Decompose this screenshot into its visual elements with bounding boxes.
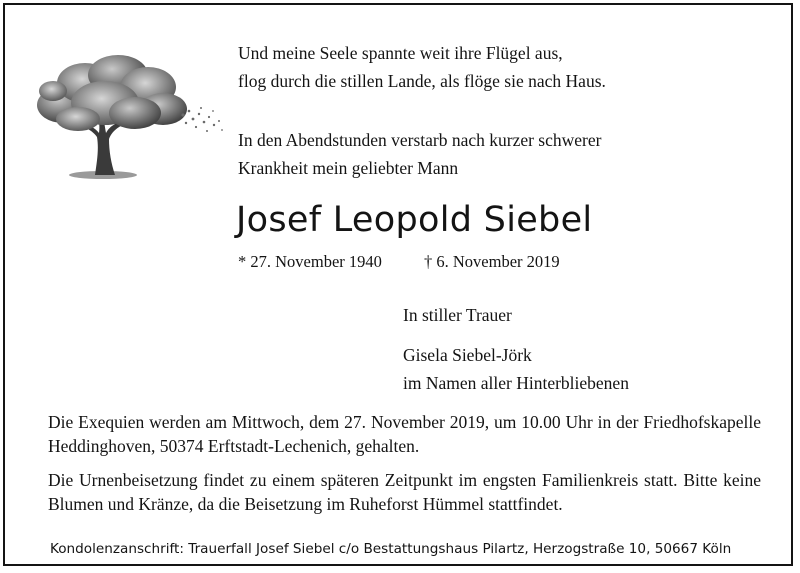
poem-line-1: Und meine Seele spannte weit ihre Flügel aus, xyxy=(238,43,563,63)
death-date: † 6. November 2019 xyxy=(424,252,560,271)
burial-paragraph: Die Urnenbeisetzung findet zu einem späteren Zeitpunkt im engsten Familienkreis statt. Bitte keine Blumen und Kränze, da die Beisetzung im Ruheforst Hümmel stattfindet. xyxy=(48,470,761,514)
signer-name: Gisela Siebel-Jörk xyxy=(403,345,532,365)
death-announcement xyxy=(238,126,601,182)
mourners xyxy=(403,341,629,397)
life-dates xyxy=(238,250,560,274)
tree-icon xyxy=(23,53,228,183)
exequien-paragraph: Die Exequien werden am Mittwoch, dem 27. November 2019, um 10.00 Uhr in der Friedhofskapelle Heddinghoven, 50374 Erftstadt-Lechenich, gehalten. xyxy=(48,412,761,456)
announcement-line-2: Krankheit mein geliebter Mann xyxy=(238,158,459,178)
announcement-line-1: In den Abendstunden verstarb nach kurzer schwerer xyxy=(238,130,602,150)
signer-note: im Namen aller Hinterbliebenen xyxy=(403,373,629,393)
mourning-heading: In stiller Trauer xyxy=(403,305,512,325)
funeral-details xyxy=(48,410,761,526)
poem xyxy=(238,39,606,95)
condolence-address: Kondolenzanschrift: Trauerfall Josef Siebel c/o Bestattungshaus Pilartz, Herzogstraße 10, 50667 Köln xyxy=(50,541,732,557)
deceased-name: Josef Leopold Siebel xyxy=(236,200,593,240)
birth-date: * 27. November 1940 xyxy=(238,252,382,271)
obituary-frame xyxy=(3,3,793,566)
poem-line-2: flog durch die stillen Lande, als flöge sie nach Haus. xyxy=(238,71,606,91)
